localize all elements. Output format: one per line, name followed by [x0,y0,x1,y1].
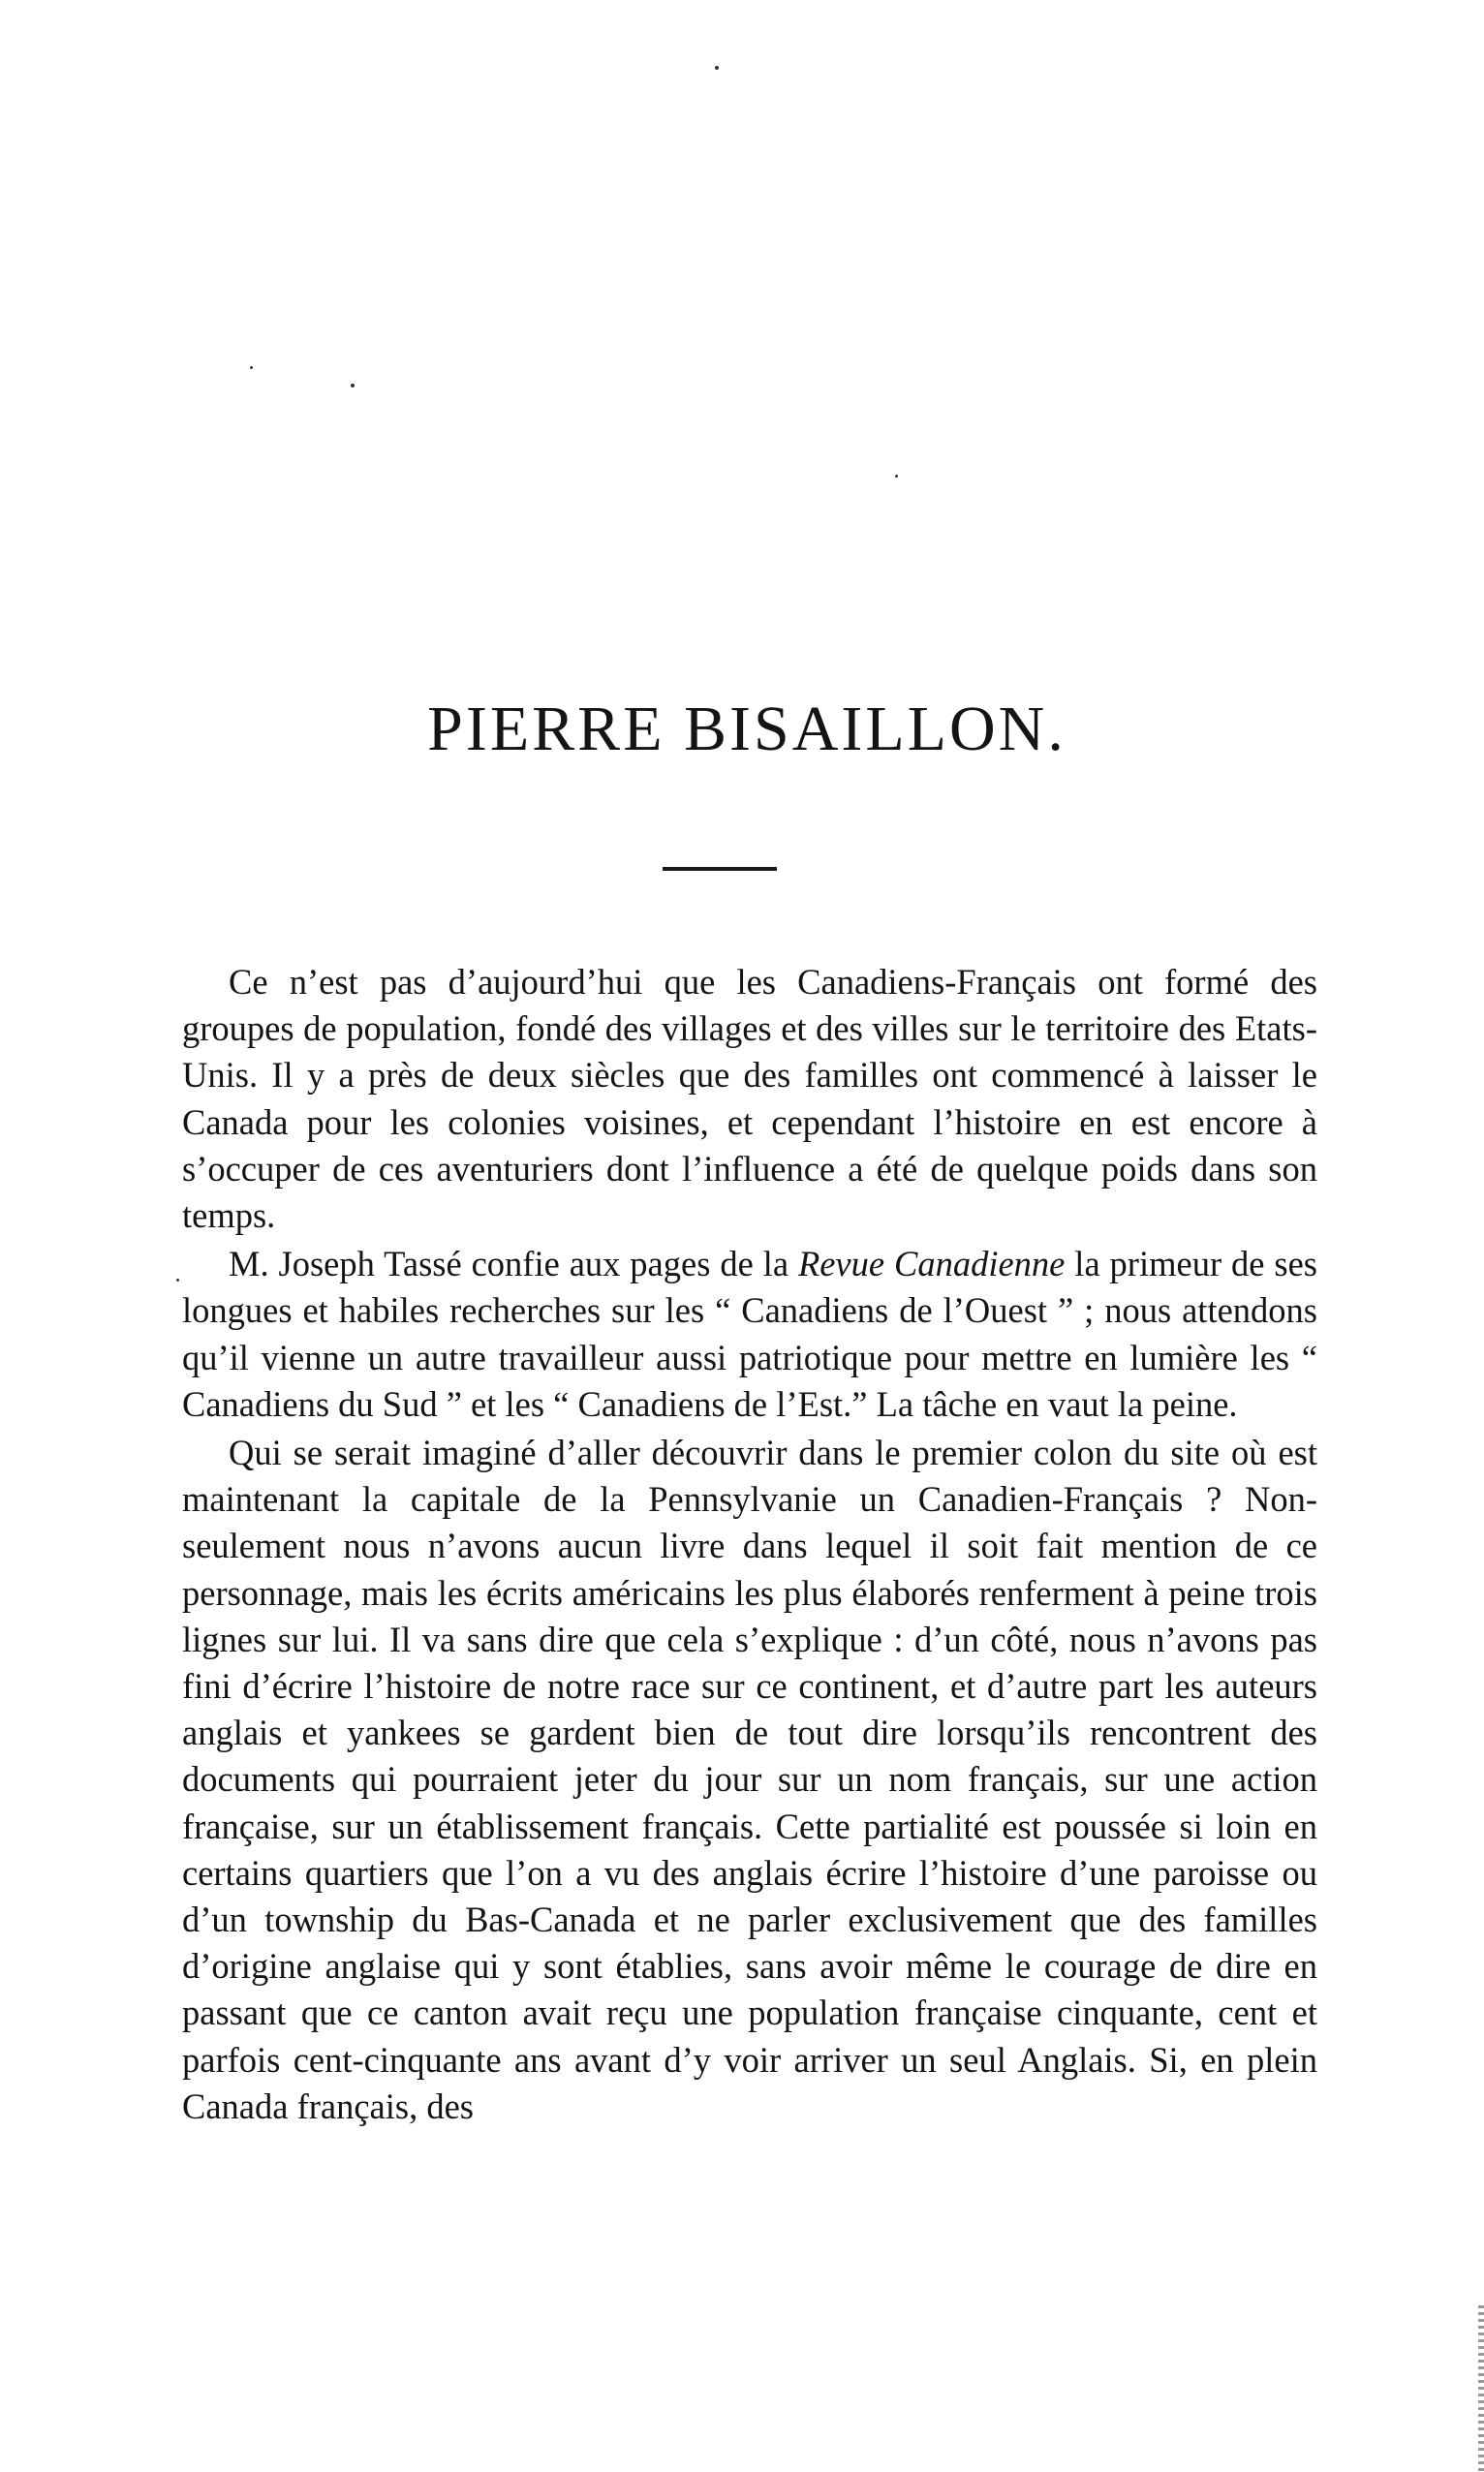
page-edge-marks [1478,2305,1484,2472]
paragraph-3: Qui se serait imaginé d’aller découvrir dans le premier colon du site où est maintenant la capitale de la Pennsylvanie un Canadien-Français ? Non-seulement nous n’avons aucun livre dans lequel il soit fait mention de ce personnage, mais les écrits américains les plus élaborés renferment à peine trois lignes sur lui. Il va sans dire que cela s’explique : d’un côté, nous n’avons pas fini d’écrire l’histoire de notre race sur ce continent, et d’autre part les auteurs anglais et yankees se gardent bien de tout dire lorsqu’ils rencontrent des documents qui pourraient jeter du jour sur un nom français, sur une action française, sur un établissement français. Cette partialité est poussée si loin en certains quartiers que l’on a vu des anglais écrire l’histoire d’une paroisse ou d’un township du Bas-Canada et ne parler exclusivement que des familles d’origine anglaise qui y sont établies, sans avoir même le courage de dire en passant que ce canton avait reçu une population française cinquante, cent et parfois cent-cinquante ans avant d’y voir arriver un seul Anglais. Si, en plein Canada français, des [182,1433,1317,2126]
print-speck [351,384,355,387]
title-rule [663,867,777,871]
print-speck [176,1279,179,1282]
paragraph-2 [182,1241,1317,1428]
body-text [182,959,1317,2130]
paragraph-2-lead: M. [229,1244,269,1284]
paragraph-2-before: Joseph Tassé confie aux pages de la [268,1244,798,1284]
journal-title: Revue Canadienne [797,1244,1066,1284]
paragraph-1: Ce n’est pas d’aujourd’hui que les Canadiens-Français ont formé des groupes de population, fondé des villages et des villes sur le territoire des Etats-Unis. Il y a près de deux siècles que des familles ont commencé à laisser le Canada pour les colonies voisines, et cependant l’histoire en est encore à s’occuper de ces aventuriers dont l’influence a été de quelque poids dans son temps. [182,962,1317,1236]
print-speck [250,366,253,369]
paragraph-2-after: la primeur de ses longues et habiles recherches sur les “ Canadiens de l’Ouest ” ; nous attendons qu’il vienne un autre travailleur aussi patriotique pour mettre en lumière les “ Canadiens du Sud ” et les “ Canadiens de l’Est.” La tâche en vaut la peine. [182,1244,1317,1424]
print-speck [715,66,719,70]
chapter-title: PIERRE BISAILLON. [427,694,1067,764]
print-speck [895,475,898,478]
